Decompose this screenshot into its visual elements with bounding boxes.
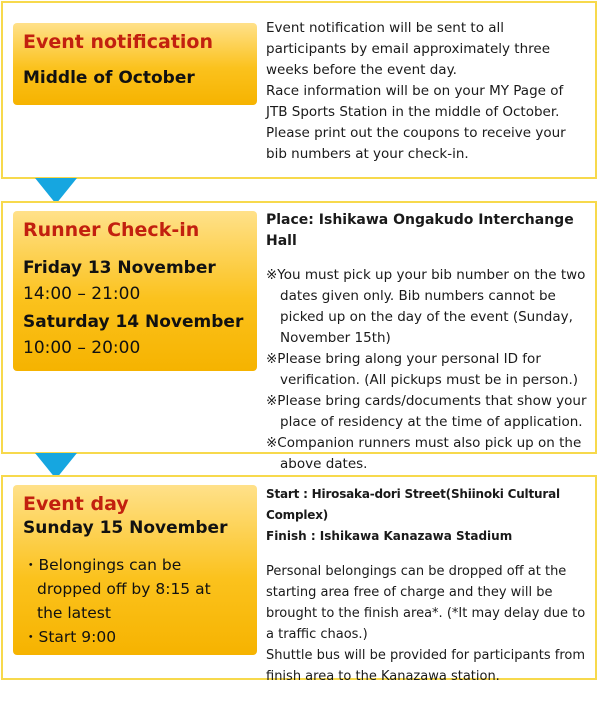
checkin-note: ※You must pick up your bib number on the two dates given only. Bib numbers cannot be picked up on the day of the event (Sunday, November 15th) — [266, 267, 586, 346]
event-day-title: Event day — [23, 493, 129, 515]
event-notification-date: Middle of October — [23, 68, 195, 88]
checkin-day-1: Friday 13 November — [23, 258, 216, 278]
runner-checkin-details — [266, 210, 588, 475]
event-day-section — [1, 475, 597, 684]
belongings-bullet-cont: the latest — [37, 604, 111, 622]
checkin-day-2: Saturday 14 November — [23, 312, 244, 332]
notification-text-mypage: Race information will be on your MY Page of JTB Sports Station in the middle of October. Please print out the coupons to receive your bib numbers at your check-in. — [266, 83, 566, 162]
checkin-note: ※Please bring cards/documents that show your place of residency at the time of application. — [266, 393, 587, 430]
event-notification-label — [13, 23, 257, 105]
checkin-time-1: 14:00 – 21:00 — [23, 284, 141, 304]
event-day-label — [13, 485, 257, 655]
belongings-info: Personal belongings can be dropped off at the starting area free of charge and they will be brought to the finish area*. (*It may delay due to a traffic chaos.) — [266, 564, 586, 642]
start-location: Start : Hirosaka-dori Street(Shiinoki Cultural Complex) — [266, 487, 560, 522]
belongings-bullet-cont: dropped off by 8:15 at — [37, 580, 211, 598]
event-notification-details — [266, 18, 588, 165]
event-notification-section — [1, 1, 597, 179]
finish-location: Finish : Ishikawa Kanazawa Stadium — [266, 529, 513, 543]
checkin-note: ※Please bring along your personal ID for verification. (All pickups must be in person.) — [266, 351, 579, 388]
runner-checkin-title: Runner Check-in — [23, 219, 200, 241]
runner-checkin-section — [1, 201, 597, 472]
checkin-time-2: 10:00 – 20:00 — [23, 338, 141, 358]
start-time-bullet: ・Start 9:00 — [23, 628, 117, 646]
runner-checkin-label — [13, 211, 257, 371]
event-notification-title: Event notification — [23, 31, 213, 53]
event-day-details — [266, 484, 588, 687]
event-day-date: Sunday 15 November — [23, 518, 228, 538]
checkin-place: Place: Ishikawa Ongakudo Interchange Hall — [266, 212, 574, 249]
notification-text-email: Event notification will be sent to all participants by email approximately three weeks before the event day. — [266, 20, 551, 78]
checkin-note: ※Companion runners must also pick up on the above dates. — [266, 435, 582, 472]
belongings-bullet: ・Belongings can be — [23, 556, 182, 574]
shuttle-bus-info: Shuttle bus will be provided for participants from finish area to the Kanazawa station. — [266, 648, 586, 684]
